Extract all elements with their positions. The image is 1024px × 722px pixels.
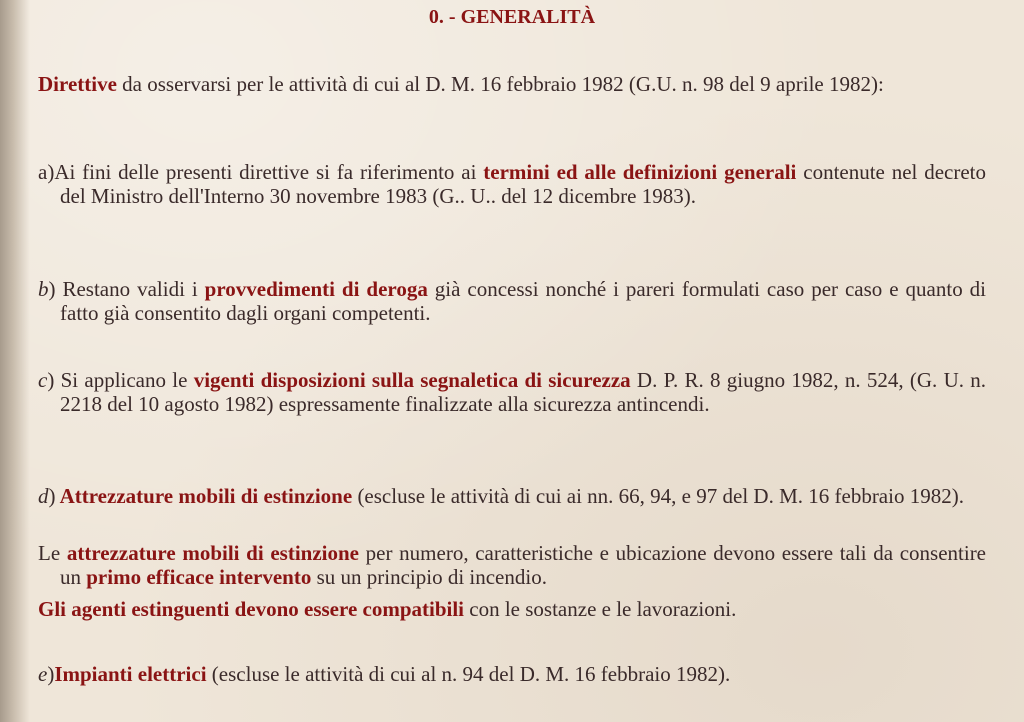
intro-text: da osservarsi per le attività di cui al D. M. 16 febbraio 1982 (G.U. n. 98 del 9 aprile 1982): (116, 72, 884, 96)
para-b-text2: già concessi nonché i pareri formulati caso per caso e quanto di fatto già consentito dagli organi competenti. (60, 277, 986, 325)
marker-d: d (38, 484, 49, 508)
para-d2-bold2: primo efficace intervento (86, 565, 312, 589)
marker-b: b (38, 277, 49, 301)
paragraph-b (38, 277, 986, 325)
para-d3-bold: Gli agenti estinguenti devono essere compatibili (38, 597, 465, 621)
para-d2-text2: per numero, caratteristiche e ubicazione devono essere tali da consentire un (60, 541, 987, 589)
para-e-bold: Impianti elettrici (54, 662, 207, 686)
paragraph-d-extinguishers (38, 541, 986, 589)
para-b-text1: Restano validi i (55, 277, 205, 301)
para-a-text1: Ai fini delle presenti direttive si fa riferimento ai (54, 160, 484, 184)
marker-b-paren: ) (48, 277, 56, 301)
para-d3-text: con le sostanze e le lavorazioni. (464, 597, 737, 621)
paragraph-e (38, 662, 986, 686)
page-title: 0. - GENERALITÀ (428, 6, 596, 28)
marker-a: a) (38, 160, 55, 184)
para-a-bold: termini ed alle definizioni generali (483, 160, 797, 184)
marker-e-paren: ) (47, 662, 55, 686)
para-c-text1: Si applicano le (54, 368, 194, 392)
paragraph-d-agents (38, 597, 986, 621)
paragraph-a (38, 160, 986, 208)
para-d2-text1: Le (38, 541, 67, 565)
para-c-bold: vigenti disposizioni sulla segnaletica di sicurezza (193, 368, 631, 392)
para-b-bold: provvedimenti di deroga (204, 277, 428, 301)
page-edge-shadow (0, 0, 30, 722)
para-c-text2: D. P. R. 8 giugno 1982, n. 524, (G. U. n. 2218 del 10 agosto 1982) espressamente finalizzate alla sicurezza antincendi. (60, 368, 987, 416)
para-d-text2: (escluse le attività di cui ai nn. 66, 94, e 97 del D. M. 16 febbraio 1982). (352, 484, 964, 508)
marker-e: e (38, 662, 48, 686)
marker-c: c (38, 368, 48, 392)
paragraph-c (38, 368, 986, 416)
para-d-bold: Attrezzature mobili di estinzione (55, 484, 353, 508)
marker-c-paren: ) (47, 368, 55, 392)
paragraph-intro (38, 72, 986, 96)
para-d2-text3: su un principio di incendio. (311, 565, 547, 589)
para-e-text: (escluse le attività di cui al n. 94 del D. M. 16 febbraio 1982). (206, 662, 731, 686)
document-page (38, 0, 986, 722)
marker-d-paren: ) (48, 484, 56, 508)
para-a-text2: contenute nel decreto del Ministro dell'Interno 30 novembre 1983 (G.. U.. del 12 dicembre 1983). (60, 160, 987, 208)
paragraph-d (38, 484, 986, 508)
para-d2-bold1: attrezzature mobili di estinzione (66, 541, 360, 565)
intro-bold: Direttive (38, 72, 117, 96)
